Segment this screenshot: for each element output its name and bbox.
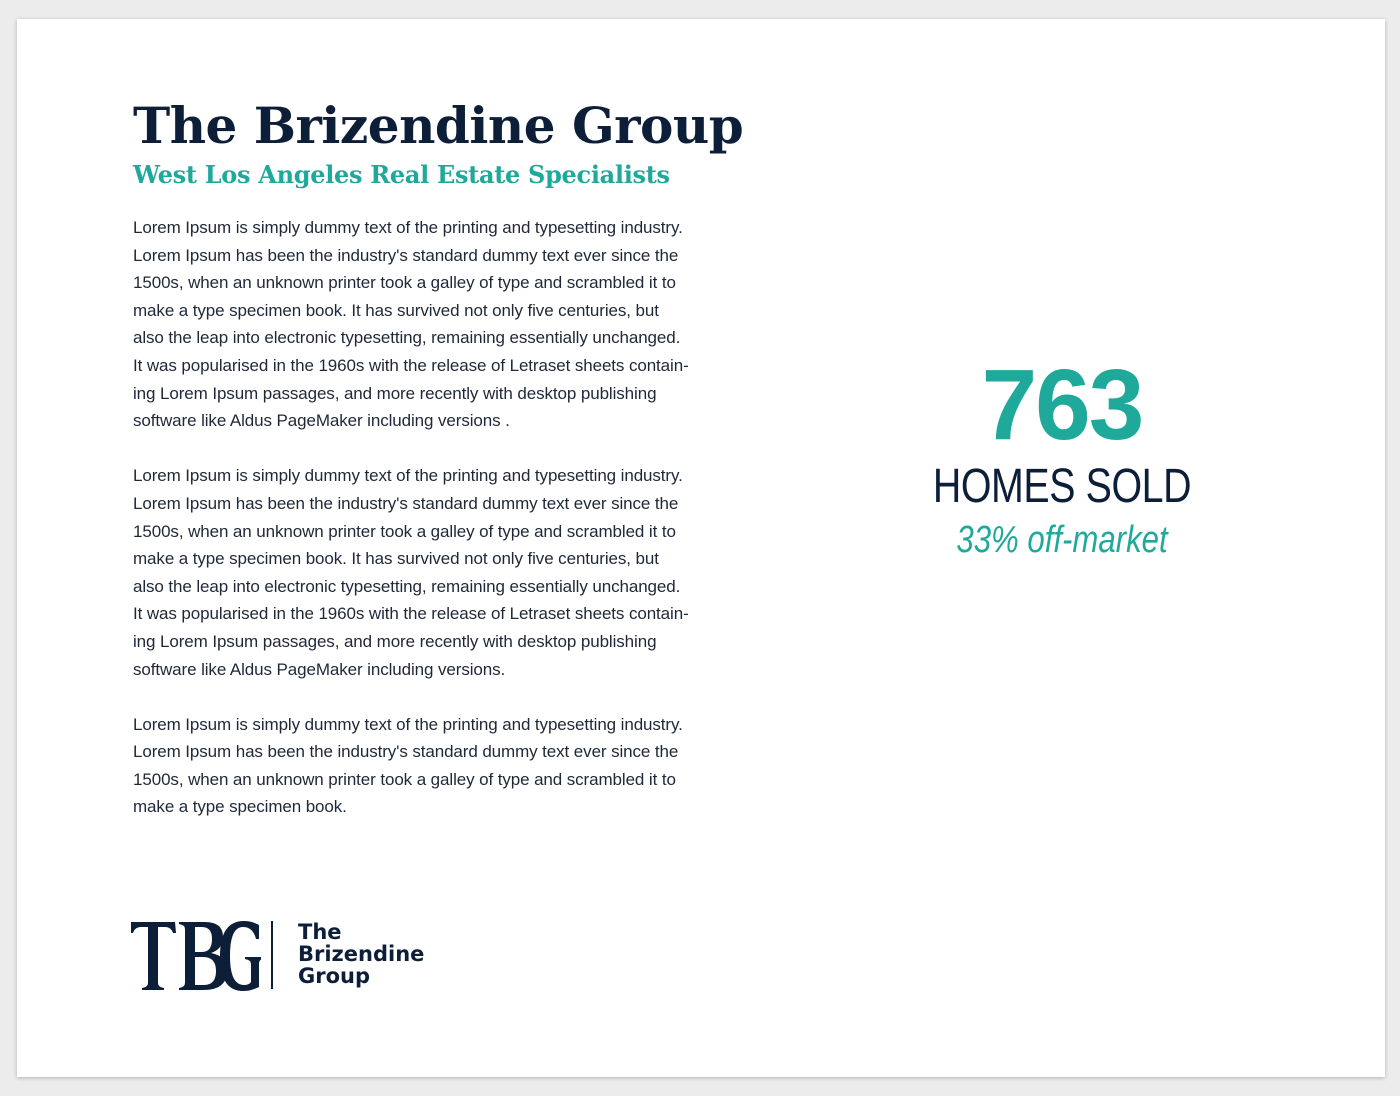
logo-wordmark-line-1: The xyxy=(298,920,342,944)
paragraph-2: Lorem Ipsum is simply dummy text of the printing and typesetting industry. Lorem Ipsum has been the industry's standard dummy text ever since the 1500s, when an unknown printer took a galley of type and scrambled it to make a type specimen book. It has survived not only five centuries, but also the leap into electronic typesetting, remaining essentially unchanged. It was popularised in the 1960s with the release of Letraset sheets contain- ing Lorem Ipsum passages, and more recently with desktop publishing software like Aldus PageMaker including versions. xyxy=(133,466,689,679)
body-text xyxy=(133,214,783,849)
logo-wordmark-line-3: Group xyxy=(298,964,371,988)
page-subtitle: West Los Angeles Real Estate Specialists xyxy=(133,160,670,189)
document-page xyxy=(17,19,1385,1077)
paragraph-1: Lorem Ipsum is simply dummy text of the printing and typesetting industry. Lorem Ipsum has been the industry's standard dummy text ever since the 1500s, when an unknown printer took a galley of type and scrambled it to make a type specimen book. It has survived not only five centuries, but also the leap into electronic typesetting, remaining essentially unchanged. It was popularised in the 1960s with the release of Letraset sheets contain- ing Lorem Ipsum passages, and more recently with desktop publishing software like Aldus PageMaker including versions . xyxy=(133,218,689,431)
page-title: The Brizendine Group xyxy=(133,96,744,155)
homes-sold-stat xyxy=(897,349,1227,567)
stat-number: 763 xyxy=(981,349,1143,461)
stat-label: HOMES SOLD xyxy=(932,460,1192,513)
stat-subtext: 33% off-market xyxy=(956,519,1168,561)
logo-divider xyxy=(271,921,273,989)
logo-wordmark-line-2: Brizendine xyxy=(298,942,425,966)
tbg-monogram-logo-icon xyxy=(131,919,261,991)
logo-wordmark xyxy=(298,921,424,987)
paragraph-3: Lorem Ipsum is simply dummy text of the printing and typesetting industry. Lorem Ipsum has been the industry's standard dummy text ever since the 1500s, when an unknown printer took a galley of type and scrambled it to make a type specimen book. xyxy=(133,714,683,817)
